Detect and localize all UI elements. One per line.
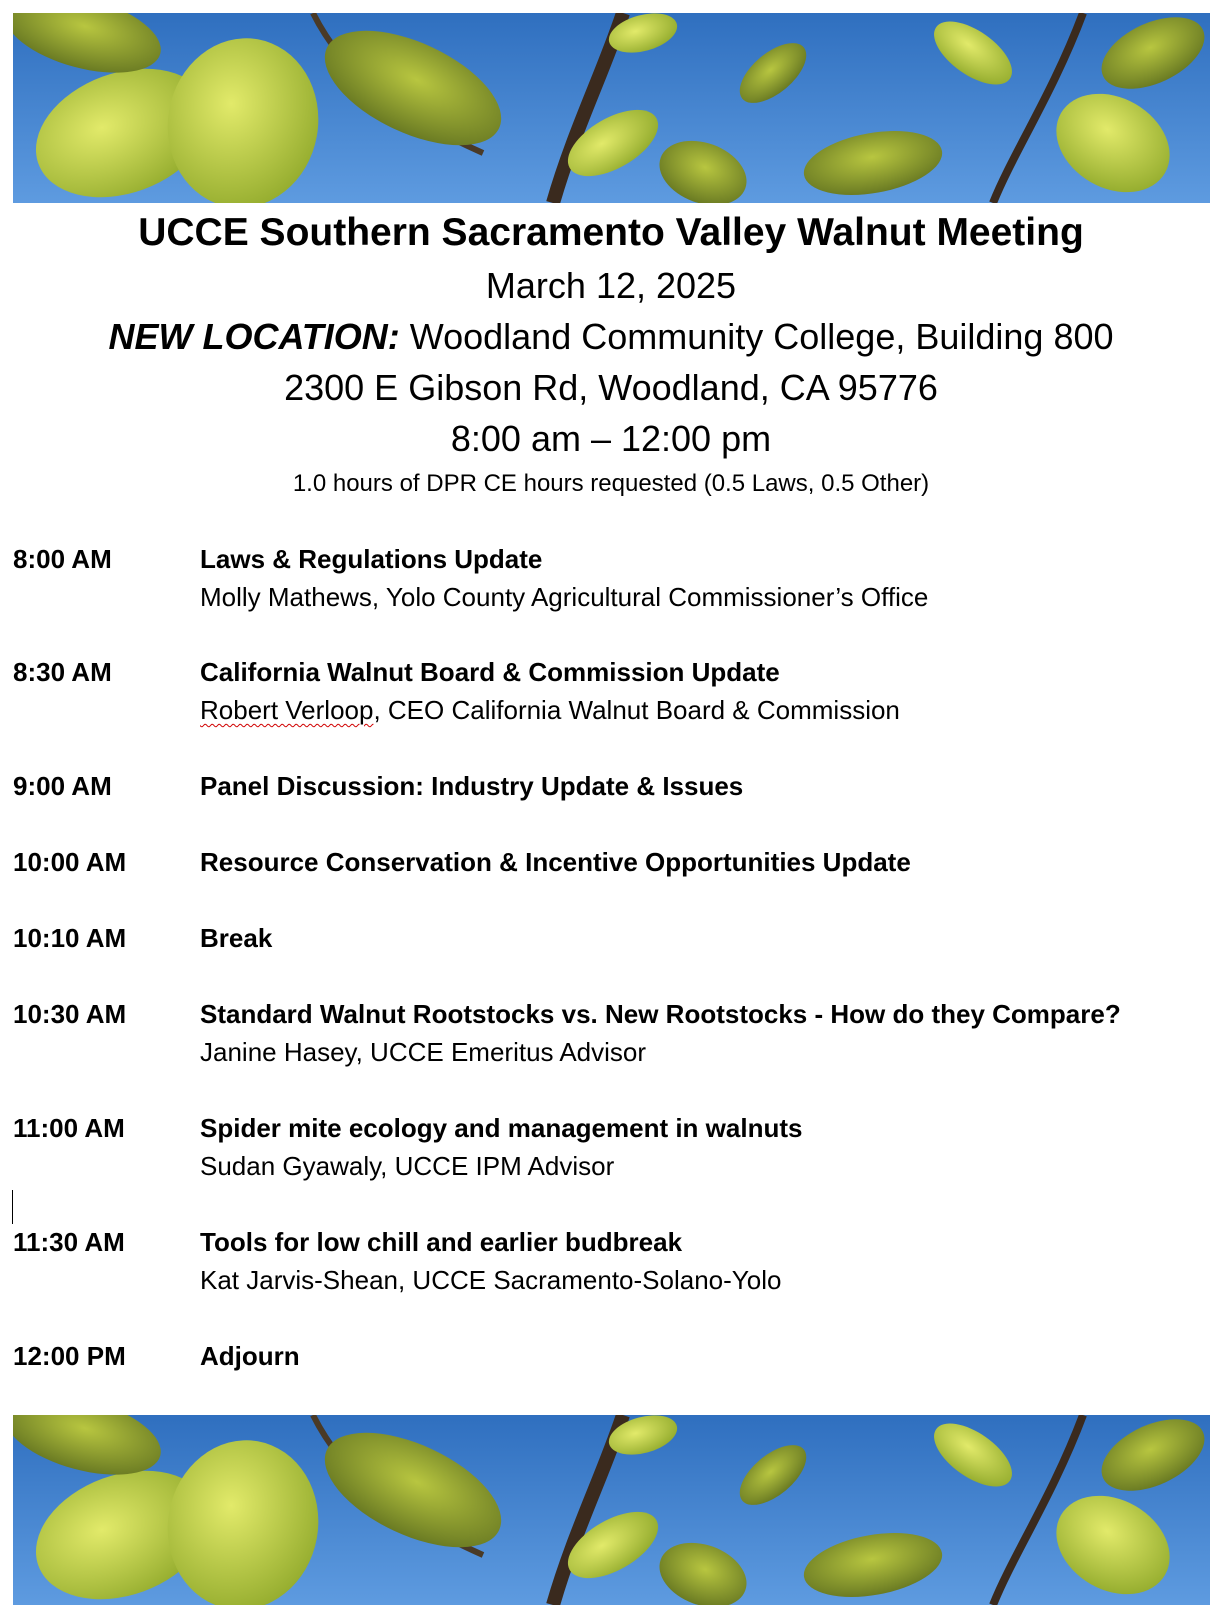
agenda-time: 10:10 AM — [13, 923, 127, 953]
agenda-topic: Resource Conservation & Incentive Opportunities Update — [200, 847, 911, 877]
agenda-topic: Laws & Regulations Update — [200, 544, 543, 574]
event-title: UCCE Southern Sacramento Valley Walnut Meeting — [138, 211, 1084, 254]
location-name: Woodland Community College, Building 800 — [399, 316, 1114, 357]
location-label: NEW LOCATION: — [108, 316, 400, 357]
agenda-time: 10:30 AM — [13, 999, 127, 1029]
agenda-topic: California Walnut Board & Commission Update — [200, 657, 780, 687]
header-banner-image — [13, 13, 1210, 203]
agenda-time: 8:00 AM — [13, 544, 112, 574]
agenda-time: 11:30 AM — [13, 1227, 125, 1257]
event-header — [0, 203, 1222, 502]
ce-hours-note: 1.0 hours of DPR CE hours requested (0.5 Laws, 0.5 Other) — [292, 470, 930, 497]
agenda-topic: Break — [200, 923, 273, 953]
agenda-time: 8:30 AM — [13, 657, 112, 687]
agenda-time: 12:00 PM — [13, 1341, 126, 1371]
agenda-time: 11:00 AM — [13, 1113, 125, 1143]
agenda-speaker: Molly Mathews, Yolo County Agricultural Commissioner’s Office — [200, 582, 929, 612]
event-date: March 12, 2025 — [485, 265, 737, 306]
agenda-topic: Tools for low chill and earlier budbreak — [200, 1227, 683, 1257]
agenda-topic: Spider mite ecology and management in walnuts — [200, 1113, 803, 1143]
text-cursor — [12, 1190, 13, 1224]
walnut-leaves-image — [13, 1415, 1210, 1605]
spellcheck-flagged-word: Robert Verloop — [200, 695, 374, 725]
agenda-topic: Standard Walnut Rootstocks vs. New Rootstocks - How do they Compare? — [200, 999, 1121, 1029]
speaker-affiliation: , CEO California Walnut Board & Commission — [373, 695, 900, 725]
agenda-topic: Adjourn — [200, 1341, 300, 1371]
agenda-speaker: Kat Jarvis-Shean, UCCE Sacramento-Solano-Yolo — [200, 1265, 782, 1295]
agenda-time: 9:00 AM — [13, 771, 112, 801]
agenda-speaker: Sudan Gyawaly, UCCE IPM Advisor — [200, 1151, 615, 1181]
agenda-speaker: Janine Hasey, UCCE Emeritus Advisor — [200, 1037, 647, 1067]
walnut-leaves-image — [13, 13, 1210, 203]
agenda-speaker — [200, 691, 900, 729]
agenda-topic: Panel Discussion: Industry Update & Issues — [200, 771, 744, 801]
footer-banner-image — [13, 1415, 1210, 1605]
event-time-range: 8:00 am – 12:00 pm — [450, 418, 772, 459]
event-location — [0, 311, 1222, 362]
event-address: 2300 E Gibson Rd, Woodland, CA 95776 — [284, 367, 938, 408]
agenda-time: 10:00 AM — [13, 847, 127, 877]
